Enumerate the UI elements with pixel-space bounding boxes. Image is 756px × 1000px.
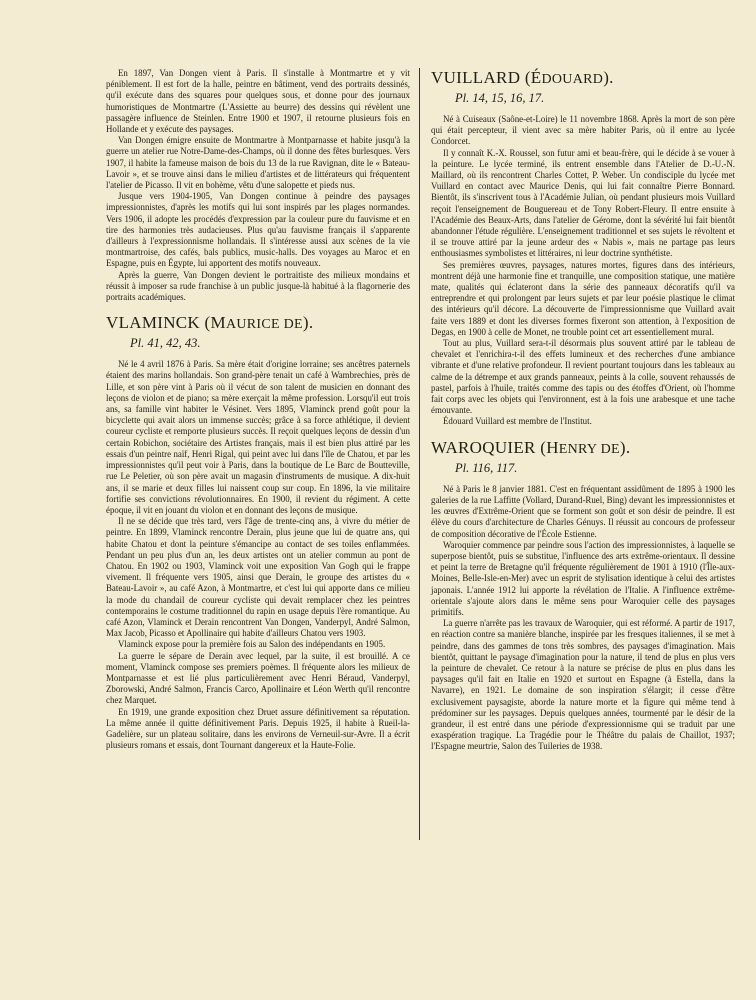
waroquier-paragraph: Waroquier commence par peindre sous l'action des impressionnistes, à laquelle se superpose bientôt, puis se substitue, l'influence des arts extrême-orientaux. Il dessine et peint la terre de Bretagne qu'il fréquente régulièrement de 1901 à 1910 (l'Île-aux-Moines, Belle-Isle-en-Mer) avec un esprit de stylisation identique à celui des artistes japonais. L'année 1912 lui apporte la révélation de l'Italie. A l'influence extrême-orientale s'ajoute alors dans le même sens pour Waroquier celle des paysages primitifs. (431, 539, 735, 617)
vlaminck-plates: Pl. 41, 42, 43. (130, 336, 201, 351)
vuillard-paragraph: Tout au plus, Vuillard sera-t-il désormais plus souvent attiré par le tableau de chevalet et l'enrichira-t-il des effets lumineux et des recherches d'une ambiance vibrante et d'une relative profondeur. Il revient pourtant toujours dans les tableaux au calme de la détrempe et aux grands panneaux, peints à la colle, souvent rehaussés de pastel, parfois à l'huile, traités comme des tapis ou des étoffes d'Orient, où l'homme fait corps avec les objets qui l'environnent, est à la fois une arabesque et une tache émouvante. (431, 338, 735, 416)
waroquier-paragraph: Né à Paris le 8 janvier 1881. C'est en fréquentant assidûment de 1895 à 1900 les galeries de la rue Laffitte (Vollard, Durand-Ruel, Bing) devant les impressionnistes et les œuvres d'Extrême-Orient que se forment son goût et son désir de peindre. Il est élève du cours d'architecture de Charles Génuys. Il réussit au concours de professeur de composition décorative de l'École Estienne. (431, 483, 735, 539)
vuillard-paragraph: Né à Cuiseaux (Saône-et-Loire) le 11 novembre 1868. Après la mort de son père qui était percepteur, il vient avec sa mère habiter Paris, où il entre au lycée Condorcet. (431, 114, 735, 147)
vuillard-paragraph: Ses premières œuvres, paysages, natures mortes, figures dans des intérieurs, montrent déjà une harmonie fine et tranquille, une composition statique, une matière mate, qualités qui éclateront dans la série des panneaux décoratifs qu'il va entreprendre et qui prolongent par leurs sujets et par leur poésie plastique le climat des intérieurs qu'il décore. La découverte de l'impressionnisme que Vuillard avait faite vers 1889 et dont les diverses formes fixeront son attention, à l'exposition de Degas, en 1900 à celle de Monet, ne trouble point cet art essentiellement mural. (431, 259, 735, 337)
column-divider (419, 68, 420, 840)
van-dongen-paragraph: Van Dongen émigre ensuite de Montmartre à Montparnasse et habite jusqu'à la guerre un atelier rue Notre-Dame-des-Champs, où il donne des fêtes burlesques. Vers 1907, il habite la fameuse maison de bois du 13 de la rue Ravignan, dite le « Bateau-Lavoir », et se trouve ainsi dans le milieu d'artistes et de littérateurs qui fréquentent l'atelier de Picasso. Il vit en bohème, vêtu d'une salopette et pieds nus. (106, 135, 410, 191)
vuillard-paragraph: Il y connaît K.-X. Roussel, son futur ami et beau-frère, qui le décide à se vouer à la peinture. Le lycée terminé, ils entrent ensemble dans l'Atelier de D.-U.-N. Maillard, où ils rencontrent Charles Cottet, P. Weber. Un condisciple du lycée met Vuillard en contact avec Maurice Denis, qui lui fait connaître Pierre Bonnard. Bientôt, ils s'inscrivent tous à l'Académie Julian, où pendant plusieurs mois Vuillard reçoit l'enseignement de Bouguereau et de Tony Robert-Fleury. Il entre ensuite à l'Académie des Beaux-Arts, dans l'atelier de Gérome, dont la sévérité lui fait bientôt abandonner l'étude régulière. L'enseignement traditionnel et ses sujets le révoltent et il se trouve attiré par la jeune ardeur des « Nabis », mais ne partage pas leurs enthousiasmes symbolistes et littéraires, ni leur doctrine synthétiste. (431, 147, 735, 259)
left-column (106, 68, 410, 751)
waroquier-paragraph: La guerre n'arrête pas les travaux de Waroquier, qui est réformé. A partir de 1917, en réaction contre sa manière blanche, inspirée par les fresques italiennes, il se met à peindre, dans des gammes de tons très sombres, des paysages d'imagination. Mais bientôt, quittant le paysage d'imagination pour la nature, il tend de plus en plus vers la peinture de chevalet. Ce retour à la nature se précise de plus en plus dans les paysages qu'il fait en Italie en 1920 et surtout en Espagne (à Estella, dans la Navarre), en 1921. Le domaine de son inspiration s'élargit; il cesse d'être exclusivement paysagiste, aborde la nature morte et la figure qui même tend à prédominer sur les paysages. Depuis quelques années, tourmenté par le désir de la grandeur, il est entré dans une période d'expressionnisme qui se traduit par une exaspération tragique. La Tragédie pour le Théâtre du palais de Chaillot, 1937; l'Espagne meurtrie, Salon des Tuileries de 1938. (431, 618, 735, 752)
right-column (431, 68, 735, 753)
vuillard-heading: VUILLARD (ÉDOUARD). (431, 68, 614, 87)
vuillard-paragraph: Édouard Vuillard est membre de l'Institut. (443, 416, 592, 427)
vlaminck-heading: VLAMINCK (MAURICE DE). (106, 313, 314, 333)
van-dongen-paragraph: En 1897, Van Dongen vient à Paris. Il s'installe à Montmartre et y vit péniblement. Il est fort de la halle, peintre en bâtiment, vend des portraits dessinés, qu'il exécute dans des squares pour quelques sous, et donne pour des journaux humoristiques de Montmartre (L'Assiette au beurre) des dessins qui révèlent une passagère influence de Steinlen. Entre 1900 et 1907, il retourne plusieurs fois en Hollande et y exécute des paysages. (106, 68, 410, 135)
vlaminck-paragraph: En 1919, une grande exposition chez Druet assure définitivement sa réputation. La même année il quitte définitivement Paris. Depuis 1925, il habite à Rueil-la-Gadelière, sur un plateau solitaire, dans les environs de Verneuil-sur-Avre. Il a écrit plusieurs romans et essais, dont Tournant dangereux et la Haute-Folie. (106, 706, 410, 751)
vlaminck-paragraph: Vlaminck expose pour la première fois au Salon des indépendants en 1905. (118, 639, 386, 650)
van-dongen-paragraph: Jusque vers 1904-1905, Van Dongen continue à peindre des paysages impressionnistes, d'après les motifs qui lui sont inspirés par les plages normandes. Vers 1906, il adopte les procédés d'expression par la couleur pure du fauvisme et en tire des harmonies très audacieuses. Plus qu'au fauvisme français il s'apparente d'ailleurs à l'expressionnisme hollandais. Il s'intéresse aussi aux scènes de la vie montmartroise, des cafés, bals publics, music-halls. Des voyages au Maroc et en Espagne, puis en Égypte, lui apportent des motifs nouveaux. (106, 191, 410, 269)
vlaminck-paragraph: Né le 4 avril 1876 à Paris. Sa mère était d'origine lorraine; ses ancêtres paternels étaient des marins hollandais. Son grand-père tenait un café à Wambrechies, près de Lille, et son père vint à Paris où il vécut de son talent de musicien en donnant des leçons de violon et de piano; sa mère exerçait la même profession. Lorsqu'il eut trois ans, sa famille vint habiter le Vésinet. Vers 1895, Vlaminck prend goût pour la bicyclette qui avait alors un immense succès; grâce à sa force athlétique, il devient coureur cycliste et remporte plusieurs succès. Il reçoit quelques leçons de dessin d'un certain Robichon, sociétaire des Artistes français, mais il est bien plus attiré par les essais d'un peintre naïf, Henri Rigal, qui peint avec lui dans l'île de Chatou, et par les impressionnistes qu'il peut voir à Paris, dans la boutique de Le Barc de Boutteville, rue Le Peletier, où son père avait un magasin d'instruments de musique. A dix-huit ans, il se marie et deux filles lui naissent coup sur coup. En 1896, la vie militaire fortifie ses convictions révolutionnaires. En 1900, il revient du régiment. A cette époque, il vit en jouant du violon et en donnant des leçons de musique. (106, 359, 410, 515)
vlaminck-paragraph: La guerre le sépare de Derain avec lequel, par la suite, il est brouillé. A ce moment, Vlaminck compose ses premiers poèmes. Il fréquente alors les milieux de Montparnasse et est lié plus particulièrement avec Henri Béraud, Vanderpyl, Zborowski, André Salmon, Francis Carco, Apollinaire et Léon Werth qu'il rencontre chez Marquet. (106, 650, 410, 706)
waroquier-plates: Pl. 116, 117. (455, 460, 518, 475)
vlaminck-paragraph: Il ne se décide que très tard, vers l'âge de trente-cinq ans, à vivre du métier de peintre. En 1899, Vlaminck rencontre Derain, plus jeune que lui de quatre ans, qui habite Chatou et dont la peinture s'émancipe au contact de ses toiles enflammées. Pendant un peu plus d'un an, les deux artistes ont un atelier commun au pont de Chatou. En 1902 ou 1903, Vlaminck voit une exposition Van Gogh qui le frappe vivement. Il fréquente vers 1905, ainsi que Derain, le groupe des artistes du « Bateau-Lavoir », au café Azon, à Montmartre, et c'est lui qui apporte dans ce milieu la mode du chandail de coureur cycliste qui devait remplacer chez les peintres contemporains le costume traditionnel du rapin en usage depuis l'ère romantique. Au café Azon, Vlaminck et Derain rencontrent Van Dongen, Vanderpyl, André Salmon, Max Jacob, Picasso et Apollinaire qui habite d'ailleurs Chatou vers 1903. (106, 516, 410, 639)
waroquier-heading: WAROQUIER (HENRY DE). (431, 437, 631, 457)
vuillard-plates: Pl. 14, 15, 16, 17. (455, 91, 545, 105)
van-dongen-paragraph: Après la guerre, Van Dongen devient le portraitiste des milieux mondains et réussit à imposer sa rude franchise à un public jusque-là habitué à la flagornerie des portraits académiques. (106, 269, 410, 303)
